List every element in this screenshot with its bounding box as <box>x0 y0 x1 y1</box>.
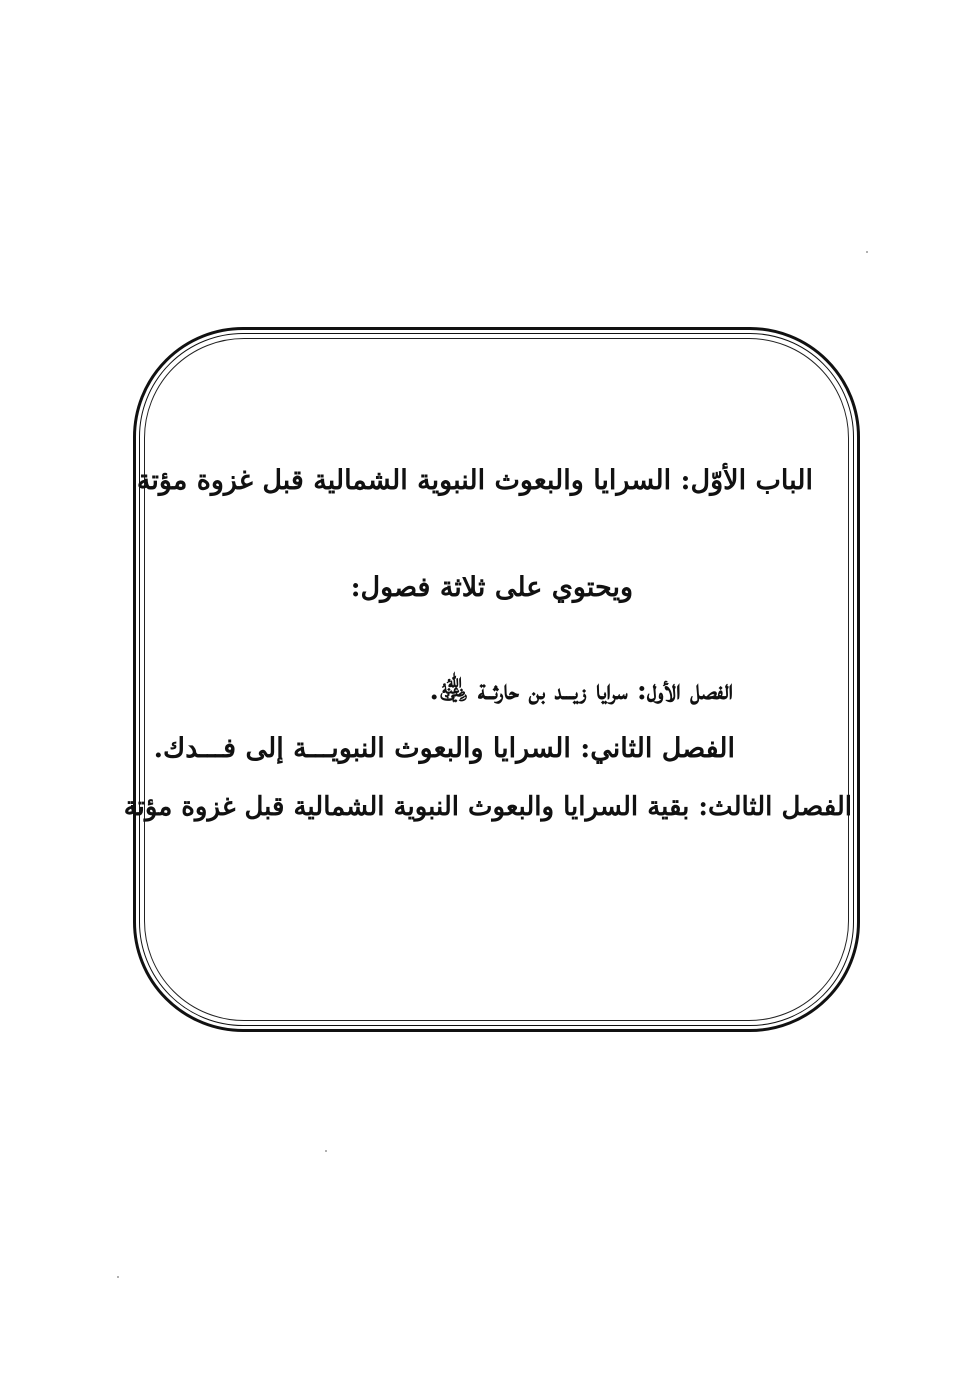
part-subtitle: ويحتوي على ثلاثة فصول: <box>350 572 633 603</box>
scan-speck <box>866 251 868 253</box>
chapter-item-2: الفصل الثاني: السرايا والبعوث النبويـــة إلى فـــدك. <box>153 733 735 764</box>
scan-speck <box>325 1150 327 1152</box>
scan-speck <box>117 1276 119 1278</box>
chapter-item-3: الفصل الثالث: بقية السرايا والبعوث النبوية الشمالية قبل غزوة مؤتة <box>123 792 852 822</box>
chapter-item-1: الفصل الأول: سرايا زيـــد بن حارثــة ﵁. <box>429 675 733 706</box>
part-title: الباب الأوّل: السرايا والبعوث النبوية الشمالية قبل غزوة مؤتة <box>136 465 813 496</box>
